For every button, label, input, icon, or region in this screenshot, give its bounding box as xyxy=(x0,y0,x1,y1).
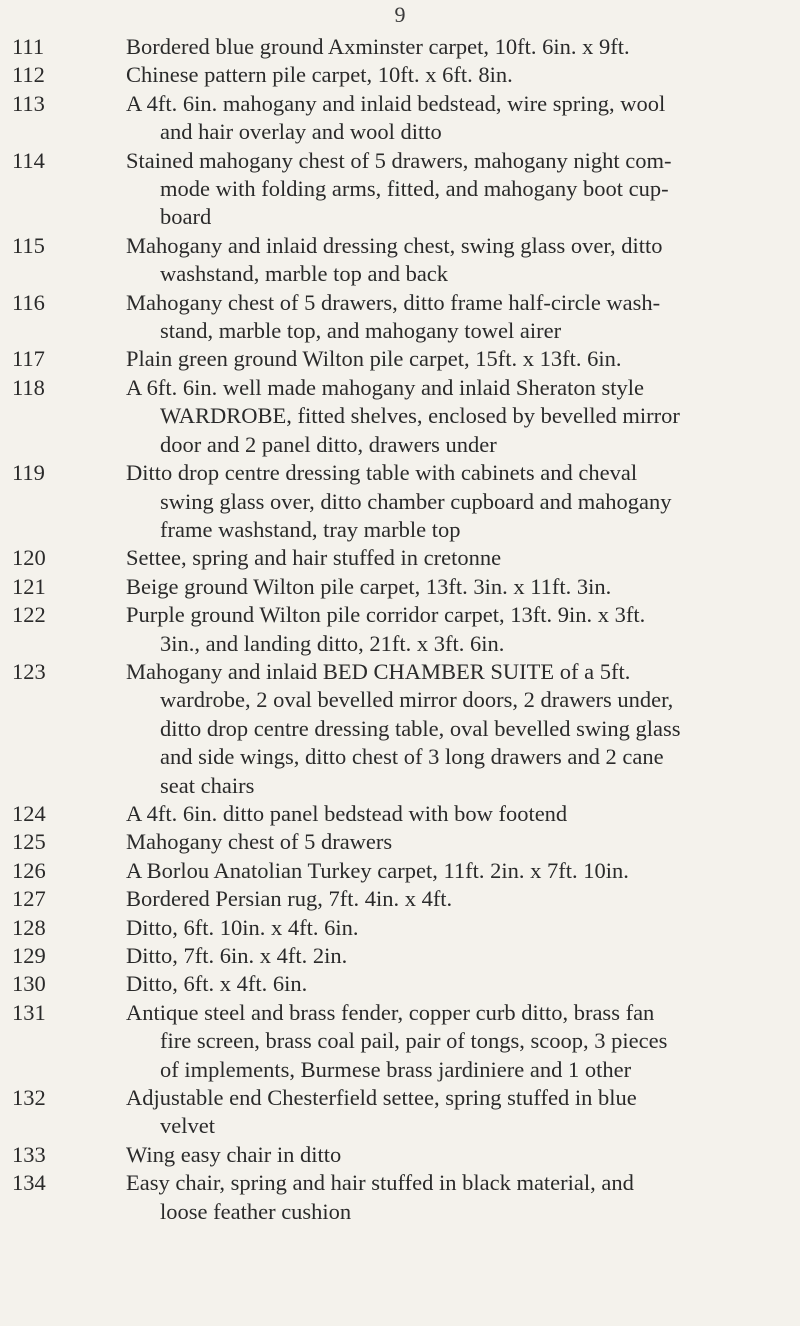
lot-number: 123 xyxy=(12,658,46,684)
lot-description xyxy=(126,544,790,572)
page-number: 9 xyxy=(394,2,406,27)
lot-item xyxy=(12,147,790,232)
lot-description-line: Stained mahogany chest of 5 drawers, mahogany night com- xyxy=(126,147,672,173)
lot-number: 112 xyxy=(12,62,45,88)
lot-description xyxy=(126,942,790,970)
lot-item xyxy=(12,885,790,913)
lot-description-line: Chinese pattern pile carpet, 10ft. x 6ft. 8in. xyxy=(126,62,513,88)
lot-description-line: velvet xyxy=(160,1113,215,1139)
lot-description xyxy=(126,1141,790,1169)
lot-number: 117 xyxy=(12,346,45,372)
lot-description-line: Antique steel and brass fender, copper curb ditto, brass fan xyxy=(126,999,655,1025)
lot-number: 131 xyxy=(12,999,46,1025)
lot-description-line: Ditto, 6ft. 10in. x 4ft. 6in. xyxy=(126,914,359,940)
lot-description xyxy=(126,914,790,942)
lot-item xyxy=(12,1084,790,1141)
lot-description-line: ditto drop centre dressing table, oval bevelled swing glass xyxy=(160,715,681,741)
lot-item xyxy=(12,90,790,147)
lot-description xyxy=(126,289,790,346)
lot-description xyxy=(126,345,790,373)
lot-description xyxy=(126,1169,790,1226)
lot-description-line: 3in., and landing ditto, 21ft. x 3ft. 6in. xyxy=(160,630,505,656)
lot-number: 125 xyxy=(12,829,46,855)
lot-description xyxy=(126,800,790,828)
lot-description-line: Beige ground Wilton pile carpet, 13ft. 3in. x 11ft. 3in. xyxy=(126,573,612,599)
lot-item xyxy=(12,374,790,459)
lot-description xyxy=(126,885,790,913)
lot-item xyxy=(12,828,790,856)
lot-item xyxy=(12,33,790,61)
lot-description-line: A 6ft. 6in. well made mahogany and inlaid Sheraton style xyxy=(126,374,645,400)
lot-description-line: Bordered Persian rug, 7ft. 4in. x 4ft. xyxy=(126,886,453,912)
lot-description xyxy=(126,999,790,1084)
lot-item xyxy=(12,1169,790,1226)
lot-number: 115 xyxy=(12,232,45,258)
lot-description-line: of implements, Burmese brass jardiniere and 1 other xyxy=(160,1056,632,1082)
lot-description-line: frame washstand, tray marble top xyxy=(160,516,461,542)
lot-description-line: Bordered blue ground Axminster carpet, 10ft. 6in. x 9ft. xyxy=(126,34,630,59)
lot-description xyxy=(126,374,790,459)
lot-description-line: Plain green ground Wilton pile carpet, 15ft. x 13ft. 6in. xyxy=(126,346,622,372)
lot-description-line: A 4ft. 6in. mahogany and inlaid bedstead, wire spring, wool xyxy=(126,90,666,116)
lot-number: 132 xyxy=(12,1085,46,1111)
lot-number: 133 xyxy=(12,1141,46,1167)
lot-item xyxy=(12,857,790,885)
lot-description-line: Purple ground Wilton pile corridor carpet, 13ft. 9in. x 3ft. xyxy=(126,602,646,628)
lot-description-line: loose feather cushion xyxy=(160,1198,352,1224)
lot-description-line: Ditto, 7ft. 6in. x 4ft. 2in. xyxy=(126,943,348,968)
lot-number: 111 xyxy=(12,34,45,59)
lot-item xyxy=(12,942,790,970)
lot-number: 113 xyxy=(12,90,45,116)
lot-description-line: door and 2 panel ditto, drawers under xyxy=(160,431,497,457)
lot-number: 119 xyxy=(12,460,45,486)
lot-item xyxy=(12,800,790,828)
lot-number: 120 xyxy=(12,545,46,571)
lot-description-line: Settee, spring and hair stuffed in cretonne xyxy=(126,545,502,571)
lot-item xyxy=(12,345,790,373)
lot-description-line: and side wings, ditto chest of 3 long drawers and 2 cane xyxy=(160,744,664,770)
lot-description xyxy=(126,232,790,289)
lot-description-line: Adjustable end Chesterfield settee, spring stuffed in blue xyxy=(126,1085,637,1111)
lot-description xyxy=(126,459,790,544)
lot-description-line: mode with folding arms, fitted, and mahogany boot cup- xyxy=(160,176,669,202)
lot-description-line: A 4ft. 6in. ditto panel bedstead with bow footend xyxy=(126,800,568,826)
lot-description xyxy=(126,90,790,147)
lot-description-line: and hair overlay and wool ditto xyxy=(160,119,442,145)
lot-description-line: swing glass over, ditto chamber cupboard and mahogany xyxy=(160,488,672,514)
lot-number: 134 xyxy=(12,1170,46,1196)
lot-description-line: Ditto drop centre dressing table with cabinets and cheval xyxy=(126,460,638,486)
lot-description-line: stand, marble top, and mahogany towel airer xyxy=(160,318,562,344)
lot-description-line: seat chairs xyxy=(160,772,255,798)
lot-description xyxy=(126,61,790,89)
lot-description-line: Wing easy chair in ditto xyxy=(126,1141,342,1167)
lot-number: 116 xyxy=(12,289,45,315)
lot-description-line: board xyxy=(160,204,212,230)
lot-item xyxy=(12,999,790,1084)
lot-number: 121 xyxy=(12,573,46,599)
lot-description xyxy=(126,573,790,601)
lot-number: 126 xyxy=(12,857,46,883)
lot-description xyxy=(126,33,790,61)
lot-description xyxy=(126,601,790,658)
lot-number: 129 xyxy=(12,943,46,968)
lot-item xyxy=(12,914,790,942)
lot-item xyxy=(12,1141,790,1169)
lot-item xyxy=(12,573,790,601)
lot-description xyxy=(126,857,790,885)
lot-item xyxy=(12,459,790,544)
lot-description-line: Ditto, 6ft. x 4ft. 6in. xyxy=(126,971,308,997)
lot-number: 128 xyxy=(12,914,46,940)
lot-description-line: Mahogany chest of 5 drawers xyxy=(126,829,393,855)
lot-number: 124 xyxy=(12,800,46,826)
lot-description-line: wardrobe, 2 oval bevelled mirror doors, 2 drawers under, xyxy=(160,687,674,713)
lot-description-line: Mahogany and inlaid BED CHAMBER SUITE of a 5ft. xyxy=(126,658,631,684)
lot-description-line: washstand, marble top and back xyxy=(160,261,449,287)
lot-description-line: WARDROBE, fitted shelves, enclosed by bevelled mirror xyxy=(160,403,680,429)
lot-number: 130 xyxy=(12,971,46,997)
lot-description-line: Mahogany chest of 5 drawers, ditto frame half-circle wash- xyxy=(126,289,661,315)
lot-description xyxy=(126,970,790,998)
lot-item xyxy=(12,61,790,89)
lot-item xyxy=(12,544,790,572)
lot-item xyxy=(12,970,790,998)
lot-number: 118 xyxy=(12,374,45,400)
lot-item xyxy=(12,289,790,346)
lot-description xyxy=(126,1084,790,1141)
lot-list xyxy=(12,33,790,1226)
lot-number: 122 xyxy=(12,602,46,628)
lot-description-line: A Borlou Anatolian Turkey carpet, 11ft. 2in. x 7ft. 10in. xyxy=(126,857,629,883)
lot-description-line: Mahogany and inlaid dressing chest, swing glass over, ditto xyxy=(126,232,663,258)
lot-description-line: Easy chair, spring and hair stuffed in black material, and xyxy=(126,1170,634,1196)
lot-description xyxy=(126,658,790,800)
lot-number: 127 xyxy=(12,886,46,912)
lot-number: 114 xyxy=(12,147,45,173)
lot-item xyxy=(12,232,790,289)
lot-description xyxy=(126,828,790,856)
lot-item xyxy=(12,601,790,658)
lot-item xyxy=(12,658,790,800)
lot-description-line: fire screen, brass coal pail, pair of tongs, scoop, 3 pieces xyxy=(160,1028,668,1054)
lot-description xyxy=(126,147,790,232)
